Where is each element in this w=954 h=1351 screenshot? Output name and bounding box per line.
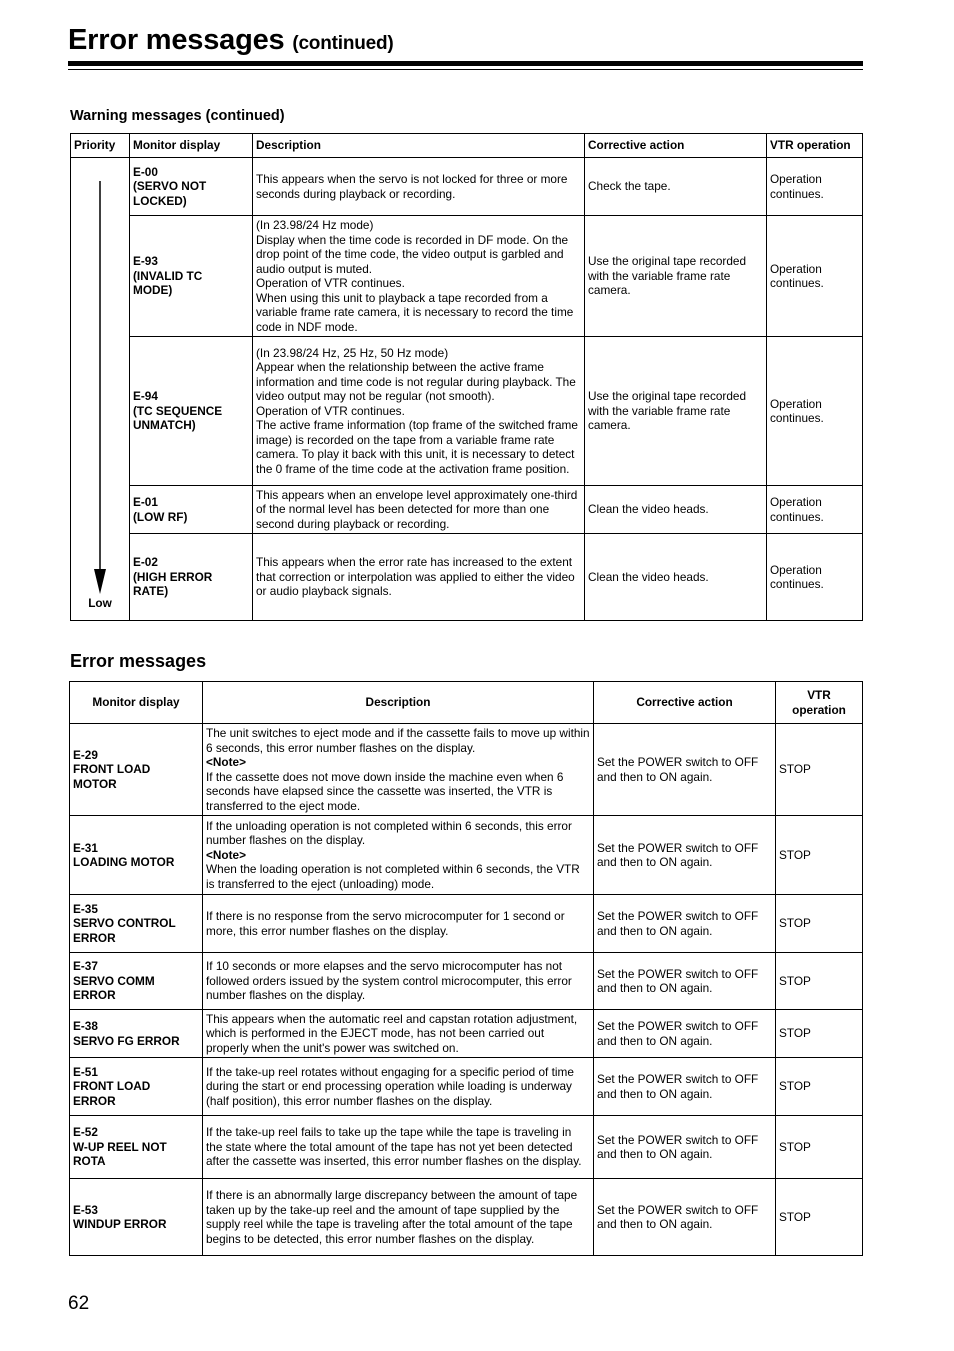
column-header: Corrective action <box>585 134 767 158</box>
error-table-header-row <box>70 682 863 724</box>
corrective-action-cell: Use the original tape recorded with the variable frame rate camera. <box>585 216 767 337</box>
vtr-operation-cell: STOP <box>776 1058 863 1116</box>
description-cell: This appears when the error rate has increased to the extent that correction or interpolation was applied to either the video or audio playback signals. <box>253 534 585 621</box>
vtr-operation-cell: STOP <box>776 816 863 895</box>
description-cell: If the take-up reel rotates without engaging for a specific period of time during the start or end processing operation while loading is underway (half position), this error number flashes on the display. <box>203 1058 594 1116</box>
note-label: <Note> <box>206 755 246 769</box>
monitor-display-cell: E-93 (INVALID TC MODE) <box>130 216 253 337</box>
vtr-operation-cell: Operation continues. <box>767 534 863 621</box>
error-table <box>69 681 863 1256</box>
monitor-display-cell: E-51 FRONT LOAD ERROR <box>70 1058 203 1116</box>
page-title-suffix: (continued) <box>292 33 394 54</box>
vtr-operation-cell: Operation continues. <box>767 337 863 486</box>
page-title-main: Error messages <box>68 24 285 56</box>
table-row <box>70 1010 863 1058</box>
table-row <box>70 1058 863 1116</box>
corrective-action-cell: Set the POWER switch to OFF and then to ON again. <box>594 1058 776 1116</box>
column-header: Description <box>253 134 585 158</box>
corrective-action-cell: Set the POWER switch to OFF and then to ON again. <box>594 1116 776 1179</box>
monitor-display-cell: E-94 (TC SEQUENCE UNMATCH) <box>130 337 253 486</box>
monitor-display-cell: E-37 SERVO COMM ERROR <box>70 953 203 1010</box>
warning-table-header-row <box>71 134 863 158</box>
corrective-action-cell: Set the POWER switch to OFF and then to ON again. <box>594 953 776 1010</box>
corrective-action-cell: Set the POWER switch to OFF and then to ON again. <box>594 895 776 953</box>
table-row <box>71 534 863 621</box>
monitor-display-cell: E-52 W-UP REEL NOT ROTA <box>70 1116 203 1179</box>
corrective-action-cell: Set the POWER switch to OFF and then to ON again. <box>594 724 776 816</box>
description-cell: If there is no response from the servo microcomputer for 1 second or more, this error number flashes on the display. <box>203 895 594 953</box>
description-cell: This appears when the servo is not locked for three or more seconds during playback or recording. <box>253 158 585 216</box>
column-header: Description <box>203 682 594 724</box>
column-header: Monitor display <box>130 134 253 158</box>
monitor-display-cell: E-31 LOADING MOTOR <box>70 816 203 895</box>
description-cell: If there is an abnormally large discrepancy between the amount of tape taken up by the take-up reel and the amount of tape supplied by the supply reel while the tape is traveling after the total amount of the tape begins to be detected, this error number flashes on the display. <box>203 1179 594 1256</box>
monitor-display-cell: E-29 FRONT LOAD MOTOR <box>70 724 203 816</box>
description-cell: (In 23.98/24 Hz, 25 Hz, 50 Hz mode) Appear when the relationship between the active frame information and time code is not regular during playback. The video output may not be regular (not smooth). Operation of VTR continues. The active frame information (top frame of the switched frame image) is recorded on the tape from a variable frame rate camera. To play it back with this unit, it is necessary to detect the 0 frame of the time code at the activation frame position. <box>253 337 585 486</box>
description-cell: This appears when the automatic reel and capstan rotation adjustment, which is performed in the EJECT mode, has not been carried out properly when the unit's power was switched on. <box>203 1010 594 1058</box>
page-title <box>68 22 394 62</box>
corrective-action-cell: Set the POWER switch to OFF and then to ON again. <box>594 1010 776 1058</box>
corrective-action-cell: Set the POWER switch to OFF and then to ON again. <box>594 1179 776 1256</box>
corrective-action-cell: Clean the video heads. <box>585 486 767 534</box>
column-header: Monitor display <box>70 682 203 724</box>
priority-arrow-icon <box>71 158 129 618</box>
monitor-display-cell: E-02 (HIGH ERROR RATE) <box>130 534 253 621</box>
table-row <box>71 216 863 337</box>
description-cell: If the unloading operation is not completed within 6 seconds, this error number flashes on the display. <Note> When the loading operation is not completed within 6 seconds, the VTR is transferred to the eject (unloading) mode. <box>203 816 594 895</box>
vtr-operation-cell: STOP <box>776 1010 863 1058</box>
table-row <box>70 1179 863 1256</box>
description-cell: (In 23.98/24 Hz mode) Display when the time code is recorded in DF mode. On the drop point of the time code, the video output is garbled and audio output is muted. Operation of VTR continues. When using this unit to playback a tape recorded from a variable frame rate camera, it is necessary to record the time code in NDF mode. <box>253 216 585 337</box>
corrective-action-cell: Set the POWER switch to OFF and then to ON again. <box>594 816 776 895</box>
vtr-operation-cell: STOP <box>776 895 863 953</box>
corrective-action-cell: Check the tape. <box>585 158 767 216</box>
corrective-action-cell: Clean the video heads. <box>585 534 767 621</box>
header-rule-thick <box>68 61 863 66</box>
description-cell: The unit switches to eject mode and if the cassette fails to move up within 6 seconds, this error number flashes on the display. <Note> If the cassette does not move down inside the machine even when 6 seconds have elapsed since the cassette was inserted, the VTR is transferred to the eject mode. <box>203 724 594 816</box>
corrective-action-cell: Use the original tape recorded with the variable frame rate camera. <box>585 337 767 486</box>
table-row <box>71 337 863 486</box>
monitor-display-cell: E-00 (SERVO NOT LOCKED) <box>130 158 253 216</box>
monitor-display-cell: E-53 WINDUP ERROR <box>70 1179 203 1256</box>
vtr-operation-cell: STOP <box>776 953 863 1010</box>
vtr-operation-cell: STOP <box>776 724 863 816</box>
vtr-operation-cell: Operation continues. <box>767 216 863 337</box>
table-row <box>70 724 863 816</box>
description-cell: If the take-up reel fails to take up the tape while the tape is traveling in the state where the total amount of the tape has not yet been detected after the cassette was inserted, this error number flashes on the display. <box>203 1116 594 1179</box>
monitor-display-cell: E-35 SERVO CONTROL ERROR <box>70 895 203 953</box>
priority-cell <box>71 158 130 621</box>
table-row <box>70 816 863 895</box>
priority-low-label: Low <box>88 596 112 610</box>
monitor-display-cell: E-01 (LOW RF) <box>130 486 253 534</box>
warning-table <box>70 133 863 621</box>
description-cell: This appears when an envelope level approximately one-third of the normal level has been detected for more than one second during playback or recording. <box>253 486 585 534</box>
vtr-operation-cell: Operation continues. <box>767 486 863 534</box>
column-header: Corrective action <box>594 682 776 724</box>
note-label: <Note> <box>206 847 246 862</box>
vtr-operation-cell: STOP <box>776 1179 863 1256</box>
description-cell: If 10 seconds or more elapses and the servo microcomputer has not followed orders issued by the system control microcomputer, this error number flashes on the display. <box>203 953 594 1010</box>
table-row <box>71 486 863 534</box>
header-rule-thin <box>68 69 863 70</box>
table-row <box>70 895 863 953</box>
table-row <box>70 1116 863 1179</box>
error-section-heading: Error messages <box>70 651 207 671</box>
warning-section-heading: Warning messages (continued) <box>70 108 285 124</box>
table-row <box>70 953 863 1010</box>
page-number: 62 <box>68 1293 90 1314</box>
monitor-display-cell: E-38 SERVO FG ERROR <box>70 1010 203 1058</box>
table-row <box>71 158 863 216</box>
column-header: VTR operation <box>776 682 863 724</box>
vtr-operation-cell: Operation continues. <box>767 158 863 216</box>
vtr-operation-cell: STOP <box>776 1116 863 1179</box>
column-header: VTR operation <box>767 134 863 158</box>
column-header: Priority <box>71 134 130 158</box>
